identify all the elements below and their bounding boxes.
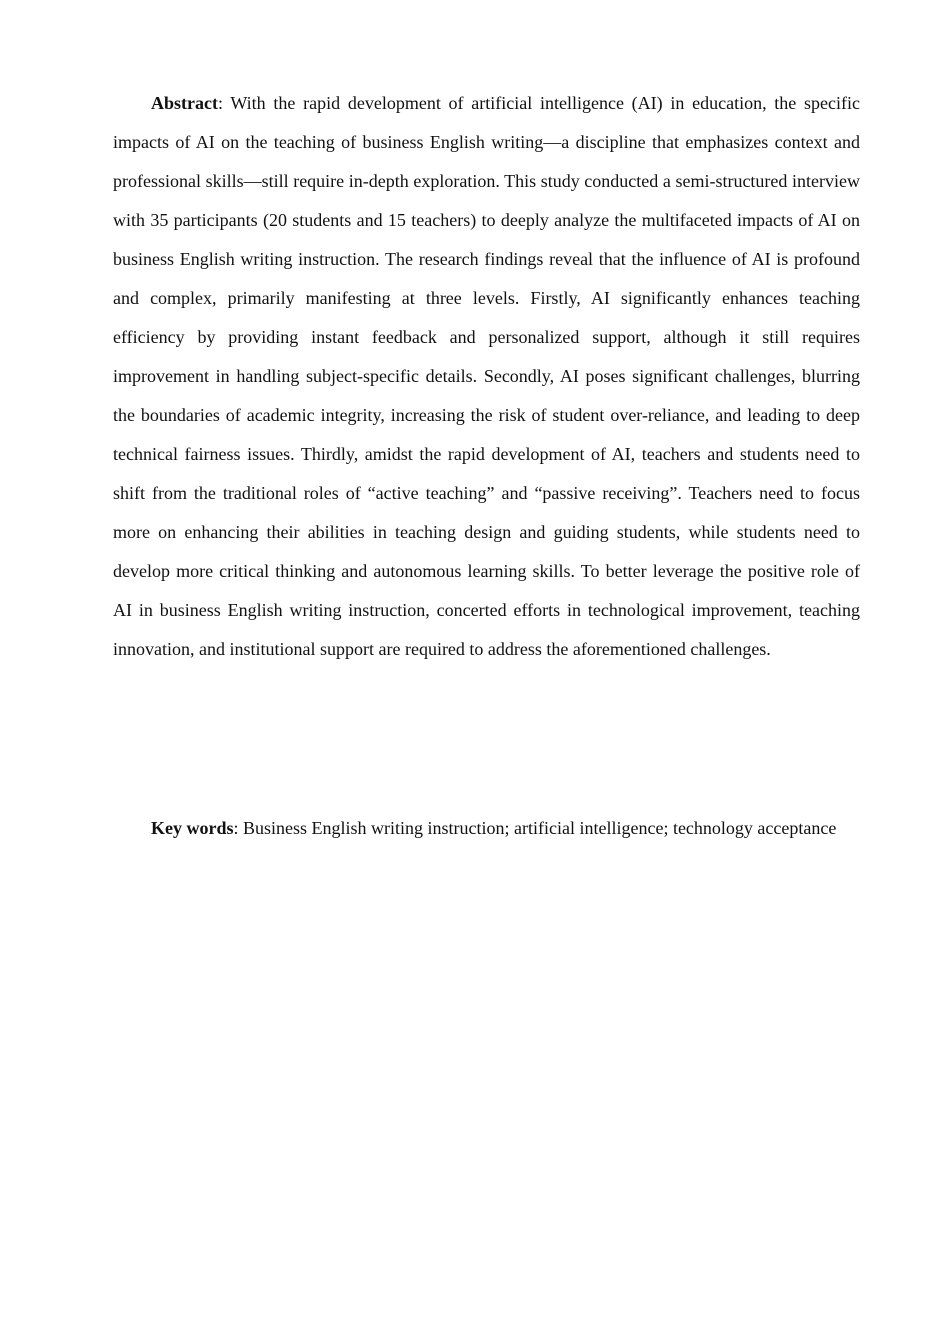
abstract-separator: : — [217, 93, 223, 113]
keywords-separator: : — [233, 818, 239, 838]
keywords-text: Business English writing instruction; artificial intelligence; technology acceptance — [238, 818, 837, 838]
keywords-label: Key words — [151, 818, 234, 838]
abstract-text: With the rapid development of artificial intelligence (AI) in education, the specific impacts of AI on the teaching of business English writing—a discipline that emphasizes context and professional skills—still require in-depth exploration. This study conducted a semi-structured interview with 35 participants (20 students and 15 teachers) to deeply analyze the multifaceted impacts of AI on business English writing instruction. The research findings reveal that the influence of AI is profound and complex, primarily manifesting at three levels. Firstly, AI significantly enhances teaching efficiency by providing instant feedback and personalized support, although it still requires improvement in handling subject-specific details. Secondly, AI poses significant challenges, blurring the boundaries of academic integrity, increasing the risk of student over-reliance, and leading to deep technical fairness issues. Thirdly, amidst the rapid development of AI, teachers and students need to shift from the traditional roles of “active teaching” and “passive receiving”. Teachers need to focus more on enhancing their abilities in teaching design and guiding students, while students need to develop more critical thinking and autonomous learning skills. To better leverage the positive role of AI in business English writing instruction, concerted efforts in technological improvement, teaching innovation, and institutional support are required to address the aforementioned challenges. — [113, 93, 860, 659]
abstract-paragraph — [113, 84, 860, 669]
abstract-label: Abstract — [151, 93, 218, 113]
keywords-paragraph — [113, 809, 860, 848]
